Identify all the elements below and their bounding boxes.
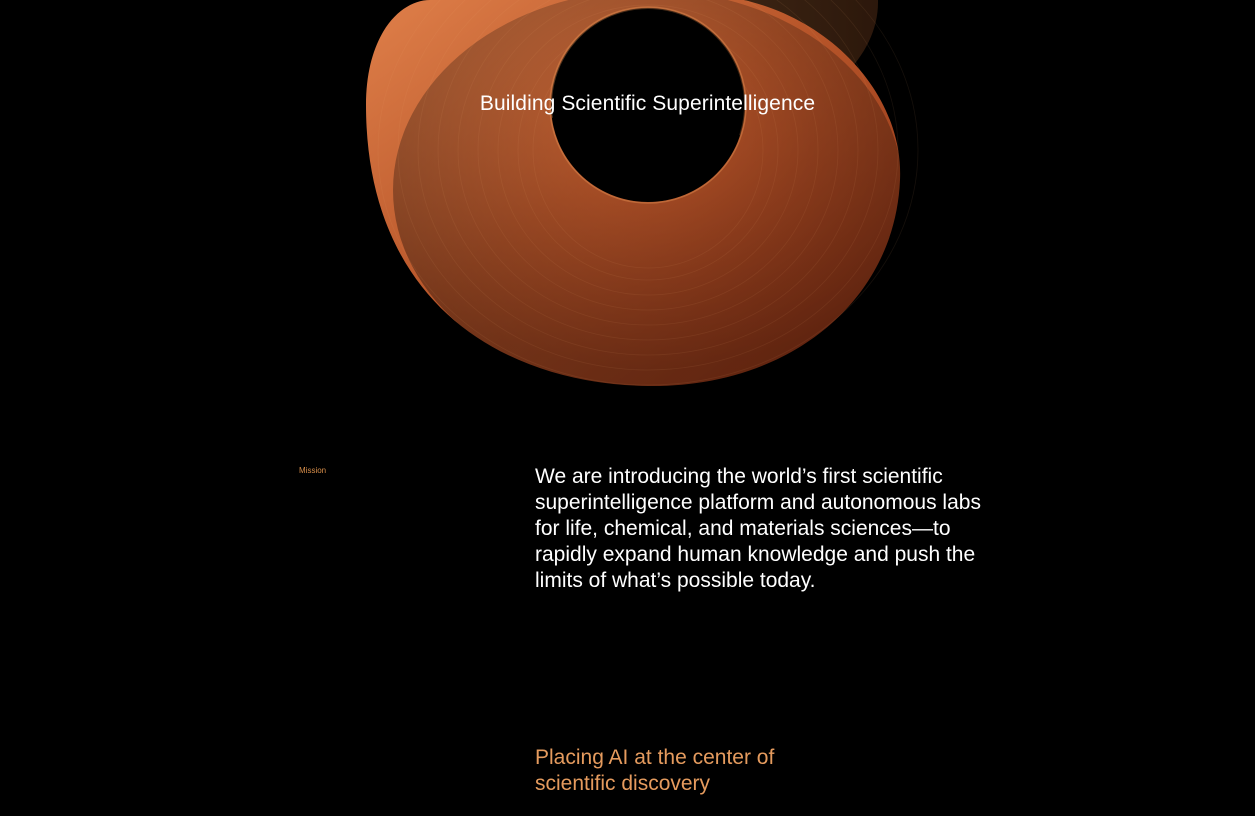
hero-title: Building Scientific Superintelligence	[479, 92, 816, 115]
mission-statement: We are introducing the world’s first scientific superintelligence platform and autonomous labs for life, chemical, and materials sciences—to rapidly expand human knowledge and push the limits of what’s possible today.	[535, 465, 981, 592]
mission-label: Mission	[299, 466, 327, 475]
section-heading: Placing AI at the center of scientific discovery	[535, 746, 775, 795]
